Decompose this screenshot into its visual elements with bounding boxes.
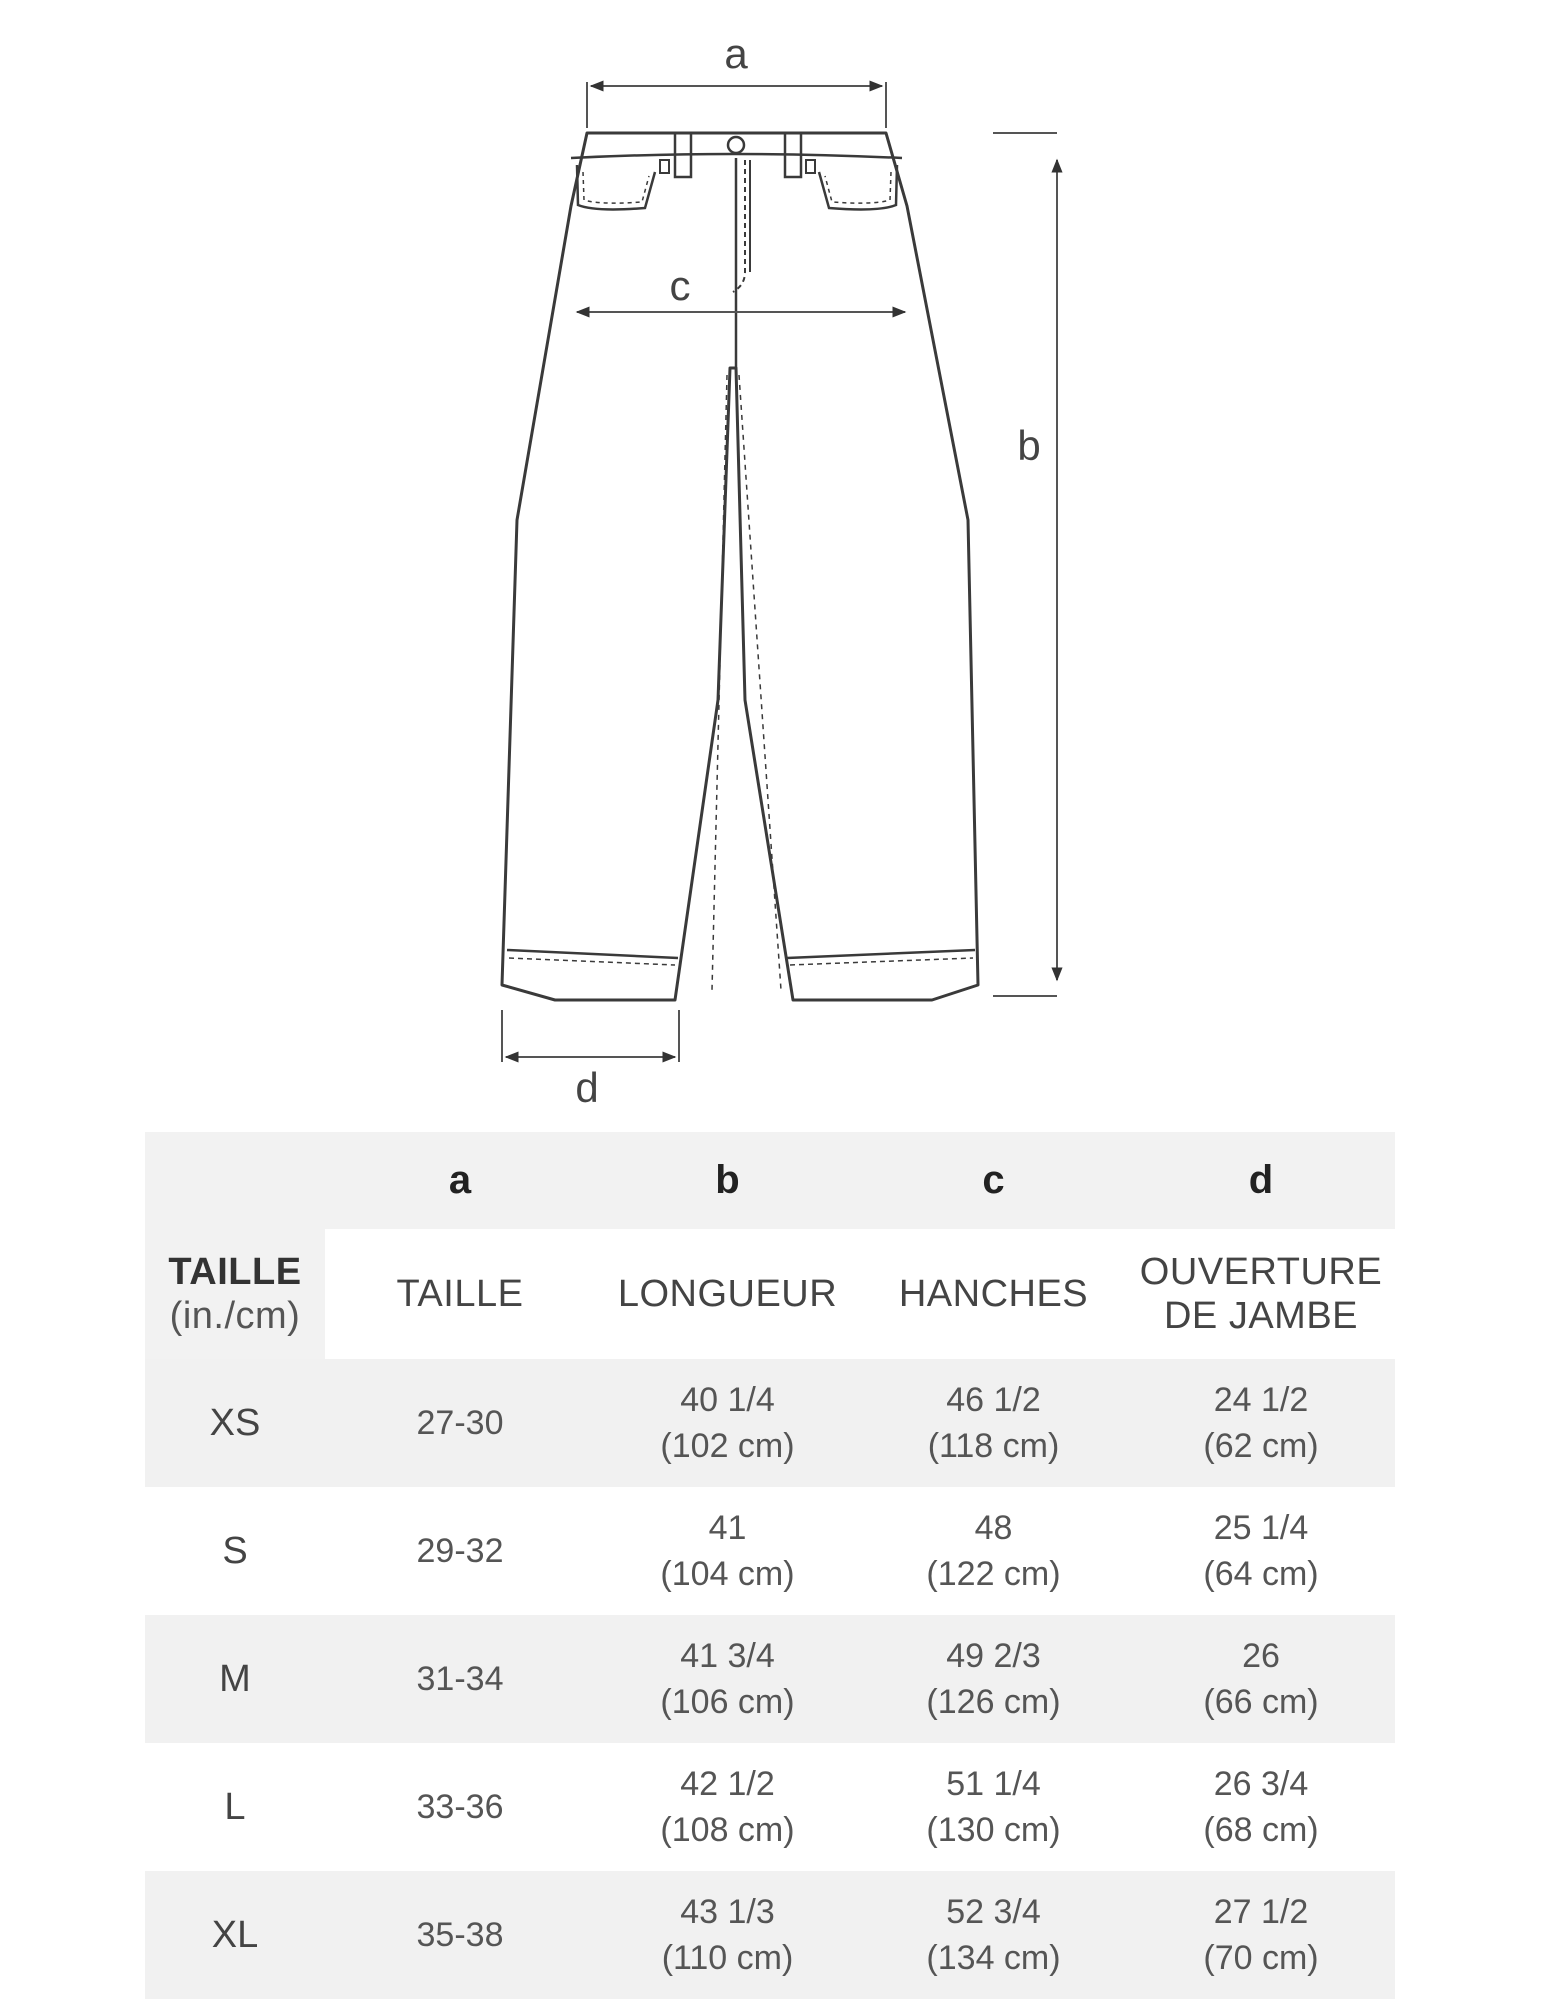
waist-value: 29-32 (416, 1532, 504, 1570)
pants-body (502, 133, 978, 1000)
hips-value-inches: 49 2/3 (946, 1637, 1041, 1675)
letter-header-empty (145, 1132, 325, 1229)
leg-opening-value-cm: (68 cm) (1203, 1811, 1319, 1849)
leg-opening-value (1127, 1743, 1395, 1871)
pants-measurement-diagram (145, 0, 1395, 1130)
leg-opening-value-cm: (66 cm) (1203, 1683, 1319, 1721)
hips-value-cm: (118 cm) (927, 1427, 1060, 1465)
leg-opening-value-inches: 27 1/2 (1213, 1893, 1309, 1931)
column-name-ouverture-line1: OUVERTURE (1139, 1251, 1383, 1293)
leg-opening-value (1127, 1359, 1395, 1487)
column-name-taille: TAILLE (396, 1273, 524, 1315)
measure-a (587, 82, 886, 128)
leg-opening-value (1127, 1615, 1395, 1743)
size-rows (145, 1359, 1395, 1999)
hips-value (860, 1487, 1127, 1615)
length-value (595, 1359, 860, 1487)
length-value-inches: 42 1/2 (680, 1765, 775, 1803)
hips-value (860, 1871, 1127, 1999)
leg-opening-value (1127, 1487, 1395, 1615)
hips-value-inches: 48 (974, 1509, 1013, 1547)
leg-opening-value-inches: 26 3/4 (1213, 1765, 1309, 1803)
leg-opening-value-cm: (62 cm) (1203, 1427, 1319, 1465)
hips-value-inches: 46 1/2 (946, 1381, 1041, 1419)
length-value-cm: (108 cm) (660, 1811, 795, 1849)
measure-c-label: c (669, 262, 691, 309)
size-column-header (145, 1229, 325, 1359)
waist-value: 35-38 (325, 1871, 595, 1999)
hips-value (860, 1359, 1127, 1487)
length-value-cm: (110 cm) (661, 1939, 794, 1977)
length-value-cm: (102 cm) (660, 1427, 795, 1465)
letter-header-c: c (860, 1132, 1127, 1229)
column-name-ouverture (1127, 1229, 1395, 1359)
length-value-inches: 41 3/4 (680, 1637, 775, 1675)
measure-a-label: a (724, 30, 748, 77)
leg-opening-value-inches: 25 1/4 (1213, 1509, 1309, 1547)
length-value (595, 1743, 860, 1871)
column-name-longueur: LONGUEUR (617, 1273, 838, 1315)
size-header-unit: (in./cm) (169, 1295, 301, 1337)
leg-opening-value-inches: 24 1/2 (1213, 1381, 1309, 1419)
hips-value (860, 1615, 1127, 1743)
hips-value-cm: (134 cm) (926, 1939, 1061, 1977)
length-value-inches: 43 1/3 (680, 1893, 775, 1931)
length-value-inches: 41 (708, 1509, 747, 1547)
size-label: XS (145, 1359, 325, 1487)
hips-value-cm: (126 cm) (926, 1683, 1061, 1721)
measure-d (502, 1010, 679, 1062)
waist-value: 33-36 (416, 1788, 504, 1826)
hips-value-cm: (130 cm) (926, 1811, 1061, 1849)
table-row (145, 1359, 1395, 1487)
size-label: XL (145, 1871, 325, 1999)
letter-header-b: b (595, 1132, 860, 1229)
length-value-cm: (104 cm) (660, 1555, 795, 1593)
measure-name-row (145, 1229, 1395, 1359)
column-name-hanches: HANCHES (898, 1273, 1089, 1315)
table-row (145, 1487, 1395, 1615)
waist-value: 31-34 (325, 1615, 595, 1743)
button-icon (728, 137, 744, 153)
pants-outline (502, 133, 978, 1000)
size-label: S (222, 1530, 248, 1572)
measure-d-label: d (575, 1064, 599, 1111)
size-label: L (224, 1786, 246, 1828)
length-value (595, 1615, 860, 1743)
hips-value-inches: 51 1/4 (946, 1765, 1041, 1803)
table-row (145, 1615, 1395, 1743)
table-row (145, 1743, 1395, 1871)
letter-header-d: d (1127, 1132, 1395, 1229)
size-label: M (145, 1615, 325, 1743)
hips-value (860, 1743, 1127, 1871)
length-value-cm: (106 cm) (660, 1683, 795, 1721)
column-name-ouverture-line2: DE JAMBE (1163, 1295, 1359, 1337)
leg-opening-value-cm: (70 cm) (1203, 1939, 1319, 1977)
table-row (145, 1871, 1395, 1999)
size-guide-panel (145, 0, 1395, 2000)
measure-b (993, 133, 1057, 996)
length-value-inches: 40 1/4 (680, 1381, 775, 1419)
length-value (595, 1487, 860, 1615)
leg-opening-value (1127, 1871, 1395, 1999)
hips-value-cm: (122 cm) (926, 1555, 1061, 1593)
length-value (595, 1871, 860, 1999)
pants-diagram-svg (145, 0, 1395, 1130)
measure-b-label: b (1017, 422, 1041, 469)
waist-value: 27-30 (325, 1359, 595, 1487)
letter-header-a: a (325, 1132, 595, 1229)
leg-opening-value-inches: 26 (1242, 1637, 1280, 1675)
leg-opening-value-cm: (64 cm) (1203, 1555, 1319, 1593)
measure-letter-row (145, 1132, 1395, 1229)
size-header-main: TAILLE (168, 1251, 302, 1293)
hips-value-inches: 52 3/4 (946, 1893, 1041, 1931)
size-chart-table (145, 1132, 1395, 1999)
